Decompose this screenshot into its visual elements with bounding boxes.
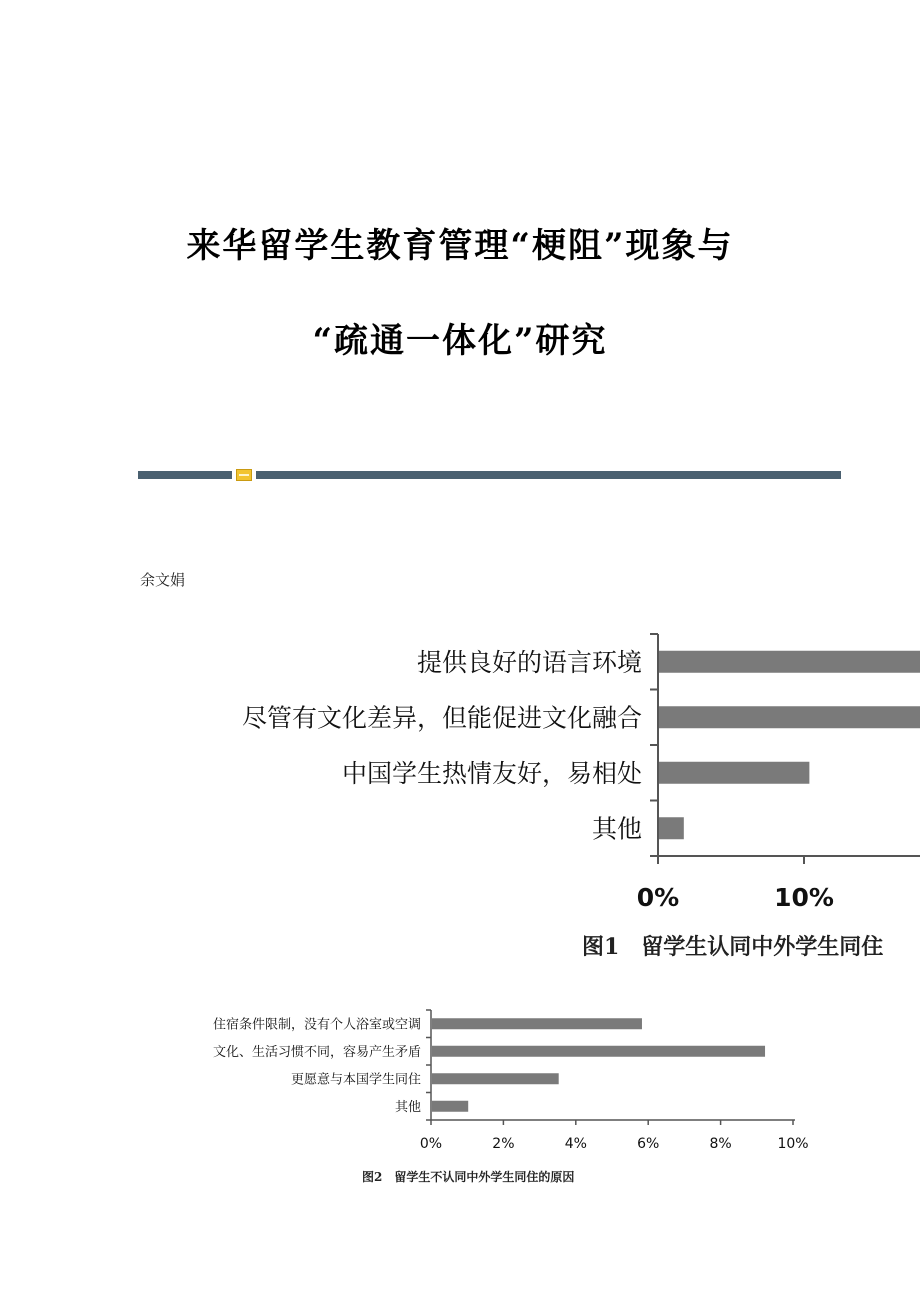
figure-caption: 图1 留学生认同中外学生同住	[582, 934, 884, 960]
category-label: 其他	[591, 814, 642, 844]
paper-title-line-2: “疏通一体化”研究	[312, 321, 608, 361]
category-label: 提供良好的语言环境	[416, 647, 642, 677]
bar-3	[659, 762, 809, 784]
envelope-icon	[236, 469, 252, 481]
bar-4	[432, 1101, 468, 1112]
author-name: 余文娟	[140, 571, 186, 589]
paper-title-line-1: 来华留学生教育管理“梗阻”现象与	[186, 226, 734, 266]
category-label: 尽管有文化差异，但能促进文化融合	[241, 703, 642, 733]
figure-caption: 图2 留学生不认同中外学生同住的原因	[362, 1170, 575, 1184]
x-tick-label: 2%	[492, 1136, 515, 1152]
category-label: 中国学生热情友好，易相处	[341, 758, 642, 788]
x-tick-label: 8%	[709, 1136, 732, 1152]
bar-2	[659, 706, 920, 728]
bar-3	[432, 1073, 559, 1084]
bar-2	[432, 1046, 765, 1057]
bar-1	[659, 651, 920, 673]
category-label: 其他	[394, 1099, 421, 1115]
x-tick-label: 6%	[637, 1136, 660, 1152]
category-label: 住宿条件限制，没有个人浴室或空调	[212, 1017, 421, 1033]
figure-1-chart	[0, 610, 920, 970]
bar-1	[432, 1018, 642, 1029]
figure-2-chart	[0, 1000, 920, 1190]
x-tick-label: 10%	[777, 1136, 809, 1152]
category-label: 更愿意与本国学生同住	[290, 1072, 421, 1088]
title-divider-right	[256, 471, 841, 479]
x-tick-label: 0%	[419, 1136, 443, 1152]
title-divider-left	[138, 471, 232, 479]
bar-4	[659, 817, 684, 839]
x-tick-label: 4%	[564, 1136, 587, 1152]
category-label: 文化、生活习惯不同，容易产生矛盾	[212, 1044, 421, 1060]
x-tick-label: 0%	[636, 883, 680, 912]
x-tick-label: 10%	[774, 883, 834, 912]
